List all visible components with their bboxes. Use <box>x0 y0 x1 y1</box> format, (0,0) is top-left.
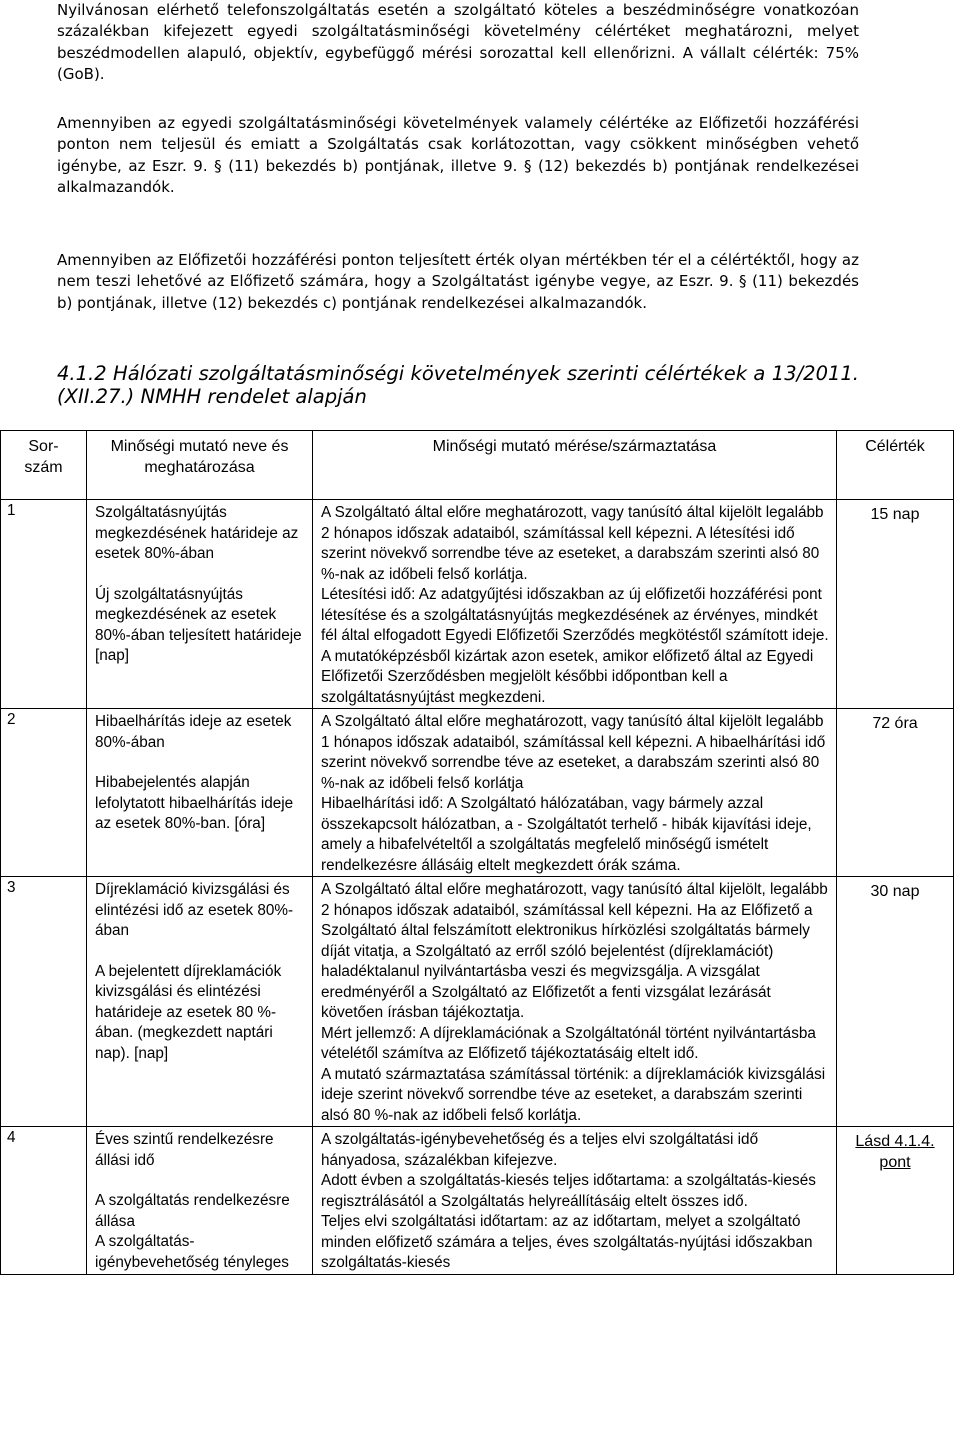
indicator-name-part: A szolgáltatás-igénybevehetőség tényleges <box>95 1233 289 1271</box>
header-row-number: Sor- szám <box>1 431 87 500</box>
row-number: 1 <box>1 500 87 709</box>
indicator-name-part: Díjreklamáció kivizsgálási és elintézési idő az esetek 80%-ában <box>95 881 294 939</box>
indicator-name-part: Új szolgáltatásnyújtás megkezdésének az esetek 80%-ában teljesített határideje [nap] <box>95 585 302 664</box>
indicator-name-part: Szolgáltatásnyújtás megkezdésének határideje az esetek 80%-ában <box>95 504 299 562</box>
header-target-value: Célérték <box>837 431 954 500</box>
row-number: 3 <box>1 877 87 1127</box>
header-indicator-name: Minőségi mutató neve és meghatározása <box>87 431 313 500</box>
paragraph-deviation: Amennyiben az Előfizetői hozzáférési ponton teljesített érték olyan mértékben tér el a célértéktől, hogy az nem teszi lehetővé az Előfizető számára, hogy a Szolgáltatást igénybe vegye, az Eszr. 9. § (11) bekezdés b) pontjának, illetve (12) bekezdés c) pontjának rendelkezései alkalmazandók. <box>57 251 859 312</box>
indicator-name <box>87 709 313 877</box>
indicator-name-part: A bejelentett díjreklamációk kivizsgálási és elintézési határideje az esetek 80 %-ában. (megkezdett naptári nap). [nap] <box>95 962 282 1062</box>
indicator-method: A Szolgáltató által előre meghatározott, vagy tanúsító által kijelölt legalább 1 hónapos időszak adataiból, számítással kell képezni. A hibaelhárítási idő szerint növekvő sorrendbe téve az eseteket, a darabszám szerinti alsó 80 %-nak az időbeli felső korlátja Hibaelhárítási idő: A Szolgáltató hálózatában, vagy bármely azzal összekapcsolt hálózatban, a - Szolgáltatót terhelő - hibák kijavítási ideje, amely a hibafelvételtől a szolgáltatás megfelelő minőségű ismételt rendelkezésre állásáig eltelt megkezdett órák száma. <box>313 709 837 877</box>
paragraph-individual-requirements: Amennyiben az egyedi szolgáltatásminőségi követelmények valamely célértéke az Előfizetői hozzáférési ponton nem teljesül és emiatt a Szolgáltatás csak korlátozottan, vagy csökkent minőségben vehető igénybe, az Eszr. 9. § (11) bekezdés b) pontjának, illetve 9. § (12) bekezdés b) pontjának rendelkezései alkalmazandók. <box>57 114 859 197</box>
table-row <box>1 877 954 1127</box>
indicator-name-part: Hibaelhárítás ideje az esetek 80%-ában <box>95 713 292 751</box>
table-header-row <box>1 431 954 500</box>
indicator-target: 30 nap <box>837 877 954 1127</box>
section-heading: 4.1.2 Hálózati szolgáltatásminőségi követelmények szerinti célértékek a 13/2011. (XII.27.) NMHH rendelet alapján <box>57 362 859 408</box>
table-row <box>1 1127 954 1275</box>
row-number: 2 <box>1 709 87 877</box>
table-row <box>1 709 954 877</box>
indicator-method: A szolgáltatás-igénybevehetőség és a teljes elvi szolgáltatási idő hányadosa, százalékban kifejezve. Adott évben a szolgáltatás-kiesés teljes időtartama: a szolgáltatás-kiesés regisztrálásától a Szolgáltatás helyreállításáig eltelt összes idő. Teljes elvi szolgáltatási időtartam: az az időtartam, melyet a szolgáltató minden előfizető számára a teljes, éves szolgáltatás-nyújtási időszakban szolgáltatás-kiesés <box>313 1127 837 1275</box>
indicator-target: 72 óra <box>837 709 954 877</box>
header-measurement: Minőségi mutató mérése/származtatása <box>313 431 837 500</box>
indicator-name-part: Éves szintű rendelkezésre állási idő <box>95 1131 274 1169</box>
table-row <box>1 500 954 709</box>
indicator-target: 15 nap <box>837 500 954 709</box>
indicator-name <box>87 500 313 709</box>
indicator-method: A Szolgáltató által előre meghatározott, vagy tanúsító által kijelölt, legalább 2 hónapos időszak adataiból, számítással kell képezni. Ha az Előfizető a Szolgáltató által felszámított elektronikus hírközlési szolgáltatás bármely díját vitatja, a Szolgáltató az erről szóló bejelentést (díjreklamációt) haladéktalanul nyilvántartásba veszi és megvizsgálja. A vizsgálat eredményéről a Szolgáltató az Előfizetőt a fenti vizsgálat lezárását követően írásban tájékoztatja. Mért jellemző: A díjreklamációnak a Szolgáltatónál történt nyilvántartásba vételétől számítva az Előfizető tájékoztatásáig eltelt idő. A mutató származtatása számítással történik: a díjreklamációk kivizsgálási ideje szerint növekvő sorrendbe téve az eseteket, a darabszám szerinti alsó 80 %-nak az időbeli felső korlátja. <box>313 877 837 1127</box>
paragraph-speech-quality: Nyilvánosan elérhető telefonszolgáltatás esetén a szolgáltató köteles a beszédminőségre vonatkozóan százalékban kifejezett egyedi szolgáltatásminőségi követelmény célértéket meghatározni, melyet beszédmodellen alapuló, objektív, egybefüggő mérési sorozattal kell ellenőrizni. A vállalt célérték: 75% (GoB). <box>57 1 859 84</box>
indicator-method: A Szolgáltató által előre meghatározott, vagy tanúsító által kijelölt legalább 2 hónapos időszak adataiból, számítással kell képezni. A létesítési idő szerint növekvő sorrendbe téve az eseteket, a darabszám szerinti alsó 80 %-nak az időbeli felső korlátja. Létesítési idő: Az adatgyűjtési időszakban az új előfizetői hozzáférési pont létesítése és a szolgáltatásnyújtás megkezdésének az érvényes, mindkét fél által elfogadott Egyedi Előfizetői Szerződés megkötéstől számított ideje. A mutatóképzésből kizártak azon esetek, amikor előfizető által az Egyedi Előfizetői Szerződésben megjelölt későbbi időpontban kell a szolgáltatásnyújtást megkezdeni. <box>313 500 837 709</box>
row-number: 4 <box>1 1127 87 1275</box>
quality-indicator-table <box>0 430 954 1275</box>
indicator-name-part: Hibabejelentés alapján lefolytatott hibaelhárítás ideje az esetek 80%-ban. [óra] <box>95 774 294 832</box>
indicator-name <box>87 877 313 1127</box>
indicator-target[interactable]: Lásd 4.1.4. pont <box>837 1127 954 1275</box>
indicator-name <box>87 1127 313 1275</box>
indicator-name-part: A szolgáltatás rendelkezésre állása <box>95 1192 290 1230</box>
